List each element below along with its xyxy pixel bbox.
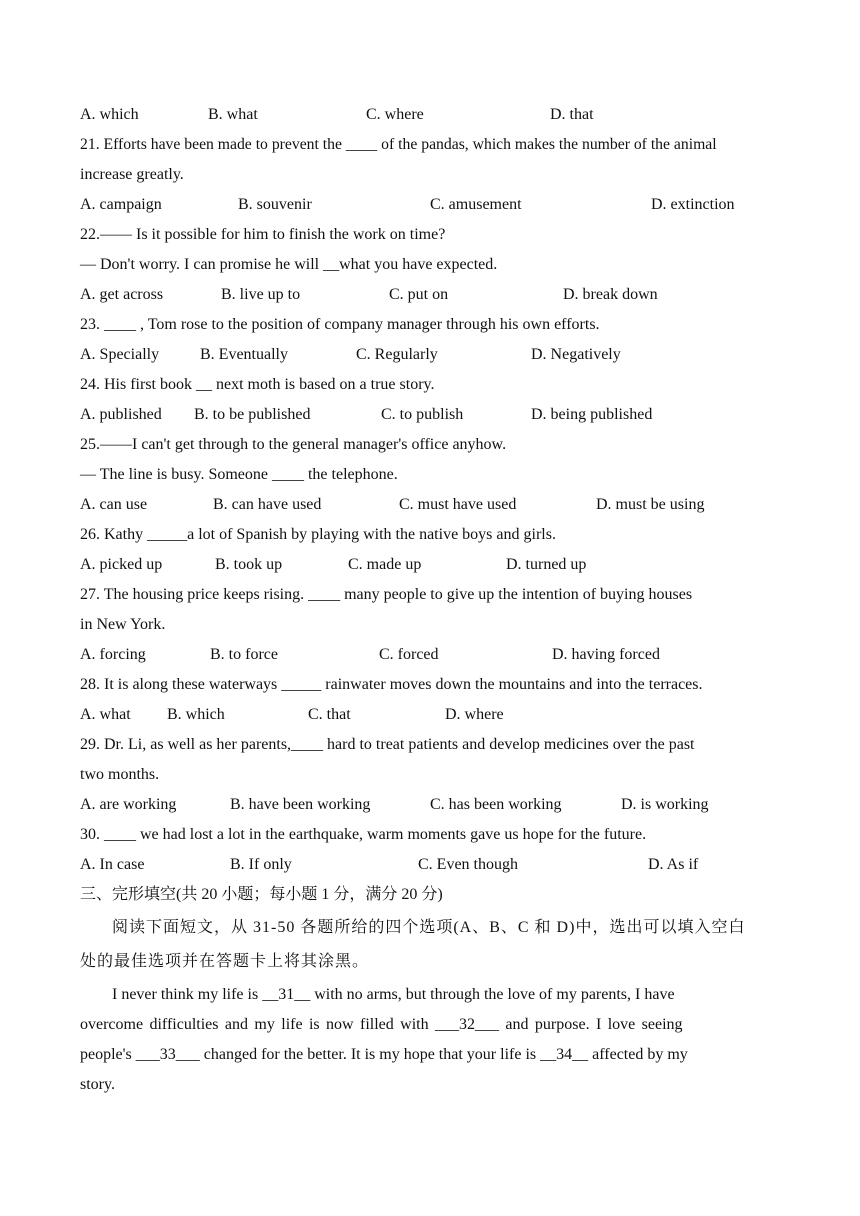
q24-option-b[interactable]: B. to be published	[194, 406, 311, 423]
q21-option-a[interactable]: A. campaign	[80, 196, 162, 213]
q24-option-a[interactable]: A. published	[80, 406, 162, 423]
q30-option-d[interactable]: D. As if	[648, 856, 699, 873]
q21-option-c[interactable]: C. amusement	[430, 196, 522, 213]
q27-option-a[interactable]: A. forcing	[80, 646, 146, 663]
q22-option-b[interactable]: B. live up to	[221, 286, 301, 303]
section-instructions: 阅读下面短文，从 31-50 各题所给的四个选项(A、B、C 和 D)中，选出可以填入空白	[112, 919, 746, 936]
q25-option-b[interactable]: B. can have used	[213, 496, 322, 513]
q24-stem: 24. His first book __ next moth is based on a true story.	[80, 376, 435, 393]
q29-option-d[interactable]: D. is working	[621, 796, 709, 813]
passage-text: overcome difficulties and my life is now filled with	[80, 1016, 436, 1033]
q25-stem: 25.——I can't get through to the general manager's office anyhow.	[80, 436, 507, 453]
q26-option-a[interactable]: A. picked up	[80, 556, 163, 573]
q27-stem: 27. The housing price keeps rising. ____ many people to give up the intention of buying houses	[80, 586, 693, 603]
q23-stem: 23. ____ , Tom rose to the position of company manager through his own efforts.	[80, 316, 600, 333]
passage-line-4: story.	[80, 1076, 115, 1093]
passage-text: with no arms, but through the love of my parents, I have	[310, 986, 675, 1003]
q22-option-d[interactable]: D. break down	[563, 286, 658, 303]
q29-stem-cont: two months.	[80, 766, 160, 783]
q30-option-c[interactable]: C. Even though	[418, 856, 518, 873]
q22-option-a[interactable]: A. get across	[80, 286, 164, 303]
q21-option-d[interactable]: D. extinction	[651, 196, 735, 213]
q24-option-c[interactable]: C. to publish	[381, 406, 464, 423]
q29-option-c[interactable]: C. has been working	[430, 796, 562, 813]
passage-text: affected by my	[588, 1046, 688, 1063]
blank-31[interactable]: __31__	[262, 986, 311, 1003]
q24-option-d[interactable]: D. being published	[531, 406, 653, 423]
passage-text: changed for the better. It is my hope that your life is	[199, 1046, 541, 1063]
q30-option-a[interactable]: A. In case	[80, 856, 145, 873]
q26-option-c[interactable]: C. made up	[348, 556, 422, 573]
q20-option-b[interactable]: B. what	[208, 106, 258, 123]
q28-option-c[interactable]: C. that	[308, 706, 351, 723]
q28-option-d[interactable]: D. where	[445, 706, 504, 723]
q28-stem: 28. It is along these waterways _____ rainwater moves down the mountains and into the terraces.	[80, 676, 703, 693]
blank-34[interactable]: __34__	[540, 1046, 589, 1063]
passage-text: and purpose. I love seeing	[499, 1016, 683, 1033]
q25-option-a[interactable]: A. can use	[80, 496, 148, 513]
q26-option-d[interactable]: D. turned up	[506, 556, 587, 573]
q25-option-c[interactable]: C. must have used	[399, 496, 517, 513]
blank-32[interactable]: ___32___	[435, 1016, 500, 1033]
q20-option-c[interactable]: C. where	[366, 106, 424, 123]
q26-stem: 26. Kathy _____a lot of Spanish by playing with the native boys and girls.	[80, 526, 556, 543]
q23-option-d[interactable]: D. Negatively	[531, 346, 621, 363]
q23-option-b[interactable]: B. Eventually	[200, 346, 288, 363]
passage-line-2	[80, 1015, 683, 1035]
q29-option-a[interactable]: A. are working	[80, 796, 177, 813]
q29-option-b[interactable]: B. have been working	[230, 796, 371, 813]
q22-stem: 22.—— Is it possible for him to finish the work on time?	[80, 226, 446, 243]
q27-option-c[interactable]: C. forced	[379, 646, 439, 663]
q20-option-a[interactable]: A. which	[80, 106, 139, 123]
q20-option-d[interactable]: D. that	[550, 106, 594, 123]
q21-stem: 21. Efforts have been made to prevent the ____ of the pandas, which makes the number of the animal	[80, 136, 717, 153]
q30-stem: 30. ____ we had lost a lot in the earthquake, warm moments gave us hope for the future.	[80, 826, 647, 843]
passage-text: people's	[80, 1046, 136, 1063]
q28-option-a[interactable]: A. what	[80, 706, 131, 723]
passage-line-1	[112, 985, 675, 1005]
q23-option-c[interactable]: C. Regularly	[356, 346, 438, 363]
q21-option-b[interactable]: B. souvenir	[238, 196, 312, 213]
q27-option-d[interactable]: D. having forced	[552, 646, 660, 663]
blank-33[interactable]: ___33___	[135, 1046, 200, 1063]
q21-stem-cont: increase greatly.	[80, 166, 184, 183]
passage-text: I never think my life is	[112, 986, 263, 1003]
q28-option-b[interactable]: B. which	[167, 706, 225, 723]
q23-option-a[interactable]: A. Specially	[80, 346, 160, 363]
q27-option-b[interactable]: B. to force	[210, 646, 278, 663]
q25-reply: — The line is busy. Someone ____ the telephone.	[80, 466, 398, 483]
q22-reply: — Don't worry. I can promise he will __what you have expected.	[80, 256, 498, 273]
q25-option-d[interactable]: D. must be using	[596, 496, 705, 513]
q22-option-c[interactable]: C. put on	[389, 286, 449, 303]
passage-line-3	[80, 1045, 688, 1065]
q26-option-b[interactable]: B. took up	[215, 556, 283, 573]
section-heading: 三、完形填空(共 20 小题；每小题 1 分，满分 20 分)	[80, 886, 443, 903]
q29-stem: 29. Dr. Li, as well as her parents,____ hard to treat patients and develop medicines over the past	[80, 736, 695, 753]
q27-stem-cont: in New York.	[80, 616, 166, 633]
section-instructions-cont: 处的最佳选项并在答题卡上将其涂黑。	[80, 953, 370, 970]
q30-option-b[interactable]: B. If only	[230, 856, 292, 873]
